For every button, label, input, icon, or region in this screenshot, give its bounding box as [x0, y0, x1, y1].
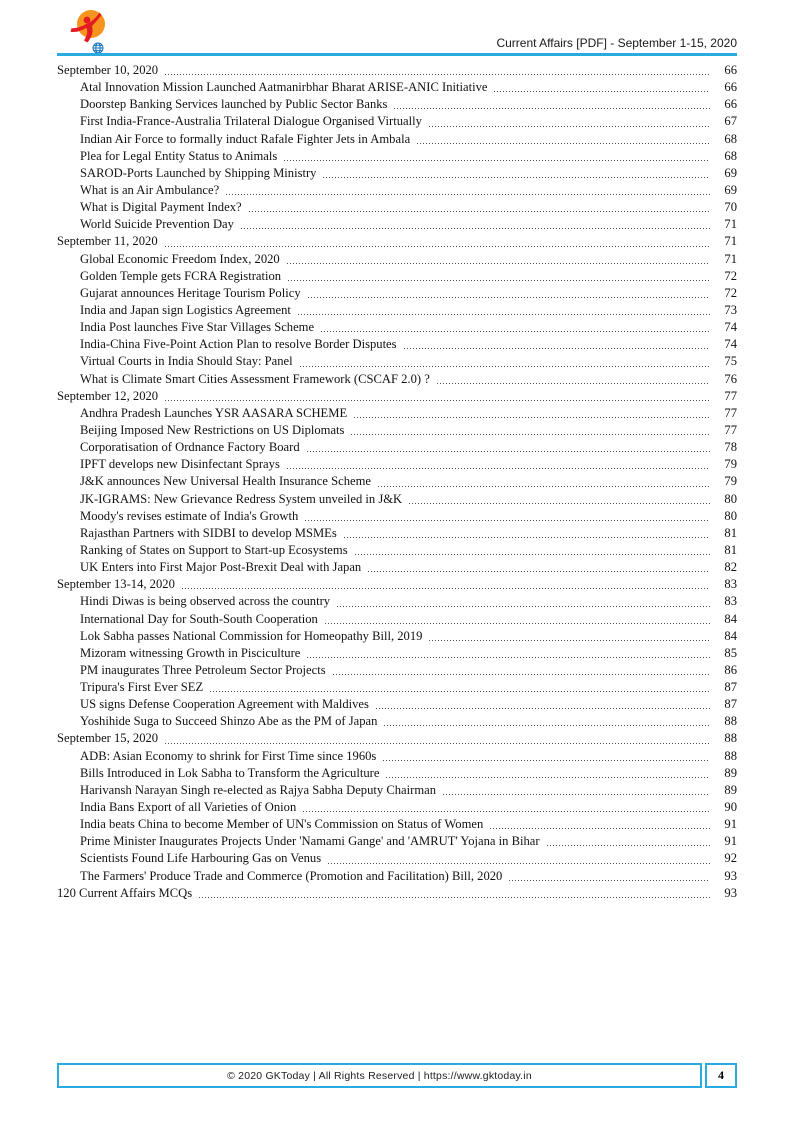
toc-entry-page-number: 83	[724, 594, 737, 609]
dot-leader	[165, 400, 710, 401]
toc-item-row[interactable]	[57, 353, 737, 370]
toc-entry-title: Virtual Courts in India Should Stay: Panel	[80, 354, 293, 369]
toc-item-row[interactable]	[57, 268, 737, 285]
toc-entry-page-number: 87	[724, 680, 737, 695]
toc-entry-page-number: 77	[724, 405, 737, 420]
toc-item-row[interactable]	[57, 765, 737, 782]
toc-item-row[interactable]	[57, 748, 737, 765]
toc-item-row[interactable]	[57, 182, 737, 199]
header-divider	[57, 53, 737, 56]
dot-leader	[284, 160, 710, 161]
toc-item-row[interactable]	[57, 713, 737, 730]
toc-entry-title: IPFT develops new Disinfectant Sprays	[80, 457, 280, 472]
toc-item-row[interactable]	[57, 405, 737, 422]
toc-entry-title: Lok Sabha passes National Commission for Homeopathy Bill, 2019	[80, 628, 423, 643]
toc-entry-page-number: 72	[724, 285, 737, 300]
toc-entry-page-number: 88	[724, 731, 737, 746]
toc-entry-page-number: 69	[724, 165, 737, 180]
toc-item-row[interactable]	[57, 165, 737, 182]
toc-section-row[interactable]	[57, 576, 737, 593]
toc-entry-page-number: 89	[724, 765, 737, 780]
dot-leader	[417, 143, 710, 144]
dot-leader	[249, 211, 710, 212]
dot-leader	[328, 863, 710, 864]
toc-entry-page-number: 68	[724, 148, 737, 163]
toc-section-row[interactable]	[57, 388, 737, 405]
toc-item-row[interactable]	[57, 782, 737, 799]
toc-entry-page-number: 93	[724, 885, 737, 900]
toc-item-row[interactable]	[57, 456, 737, 473]
dot-leader	[429, 640, 710, 641]
toc-entry-page-number: 87	[724, 697, 737, 712]
dot-leader	[300, 366, 710, 367]
toc-entry-page-number: 82	[724, 560, 737, 575]
toc-entry-page-number: 72	[724, 268, 737, 283]
toc-entry-page-number: 91	[724, 817, 737, 832]
dot-leader	[287, 468, 710, 469]
dot-leader	[351, 434, 710, 435]
toc-entry-page-number: 71	[724, 234, 737, 249]
dot-leader	[376, 708, 710, 709]
toc-entry-page-number: 73	[724, 302, 737, 317]
toc-entry-page-number: 91	[724, 834, 737, 849]
toc-entry-page-number: 77	[724, 388, 737, 403]
toc-entry-title: PM inaugurates Three Petroleum Sector Projects	[80, 662, 326, 677]
toc-entry-title: Gujarat announces Heritage Tourism Policy	[80, 285, 301, 300]
toc-entry-title: UK Enters into First Major Post-Brexit Deal with Japan	[80, 560, 362, 575]
toc-entry-page-number: 81	[724, 542, 737, 557]
toc-entry-title: ADB: Asian Economy to shrink for First Time since 1960s	[80, 748, 377, 763]
dot-leader	[490, 828, 710, 829]
toc-item-row[interactable]	[57, 611, 737, 628]
dot-leader	[288, 280, 710, 281]
toc-entry-title: Beijing Imposed New Restrictions on US Diplomats	[80, 422, 345, 437]
toc-entry-page-number: 81	[724, 525, 737, 540]
dot-leader	[325, 623, 710, 624]
dot-leader	[323, 177, 710, 178]
toc-item-row[interactable]	[57, 542, 737, 559]
toc-item-row[interactable]	[57, 799, 737, 816]
toc-entry-title: J&K announces New Universal Health Insurance Scheme	[80, 474, 371, 489]
toc-entry-title: What is an Air Ambulance?	[80, 182, 220, 197]
dot-leader	[303, 811, 710, 812]
toc-entry-page-number: 84	[724, 628, 737, 643]
dot-leader	[384, 725, 710, 726]
toc-entry-page-number: 85	[724, 645, 737, 660]
toc-entry-page-number: 67	[724, 114, 737, 129]
toc-entry-title: Corporatisation of Ordnance Factory Board	[80, 440, 300, 455]
toc-section-row[interactable]	[57, 62, 737, 79]
toc-entry-page-number: 68	[724, 131, 737, 146]
dot-leader	[307, 451, 710, 452]
dot-leader	[383, 760, 710, 761]
toc-section-row[interactable]	[57, 885, 737, 902]
toc-entry-title: Hindi Diwas is being observed across the country	[80, 594, 331, 609]
toc-entry-title: Rajasthan Partners with SIDBI to develop MSMEs	[80, 525, 337, 540]
table-of-contents	[57, 62, 737, 902]
dot-leader	[509, 880, 710, 881]
toc-entry-page-number: 79	[724, 474, 737, 489]
dot-leader	[344, 537, 710, 538]
toc-item-row[interactable]	[57, 508, 737, 525]
dot-leader	[241, 228, 710, 229]
toc-section-row[interactable]	[57, 730, 737, 747]
toc-entry-title: Scientists Found Life Harbouring Gas on Venus	[80, 851, 322, 866]
toc-item-row[interactable]	[57, 131, 737, 148]
toc-entry-page-number: 79	[724, 457, 737, 472]
dot-leader	[226, 194, 710, 195]
toc-entry-page-number: 89	[724, 782, 737, 797]
dot-leader	[305, 520, 710, 521]
dot-leader	[394, 108, 710, 109]
toc-entry-page-number: 71	[724, 251, 737, 266]
dot-leader	[386, 777, 710, 778]
dot-leader	[368, 571, 710, 572]
toc-entry-page-number: 88	[724, 748, 737, 763]
page-header	[57, 10, 737, 54]
toc-entry-page-number: 66	[724, 63, 737, 77]
toc-item-row[interactable]	[57, 371, 737, 388]
dot-leader	[429, 126, 710, 127]
toc-item-row[interactable]	[57, 96, 737, 113]
toc-item-row[interactable]	[57, 868, 737, 885]
toc-entry-title: Plea for Legal Entity Status to Animals	[80, 148, 278, 163]
toc-entry-title: Golden Temple gets FCRA Registration	[80, 268, 282, 283]
toc-entry-title: Global Economic Freedom Index, 2020	[80, 251, 280, 266]
toc-entry-page-number: 84	[724, 611, 737, 626]
toc-item-row[interactable]	[57, 216, 737, 233]
toc-entry-page-number: 83	[724, 577, 737, 592]
toc-entry-page-number: 75	[724, 354, 737, 369]
toc-entry-page-number: 66	[724, 80, 737, 95]
toc-item-row[interactable]	[57, 491, 737, 508]
toc-entry-page-number: 90	[724, 800, 737, 815]
toc-item-row[interactable]	[57, 696, 737, 713]
toc-item-row[interactable]	[57, 422, 737, 439]
toc-entry-title: India beats China to become Member of UN's Commission on Status of Women	[80, 817, 484, 832]
toc-item-row[interactable]	[57, 593, 737, 610]
toc-entry-title: Andhra Pradesh Launches YSR AASARA SCHEME	[80, 405, 348, 420]
dot-leader	[494, 91, 710, 92]
dot-leader	[354, 417, 710, 418]
toc-entry-page-number: 78	[724, 440, 737, 455]
toc-entry-title: Ranking of States on Support to Start-up Ecosystems	[80, 542, 348, 557]
toc-entry-page-number: 66	[724, 97, 737, 112]
dot-leader	[443, 794, 710, 795]
toc-item-row[interactable]	[57, 319, 737, 336]
dot-leader	[287, 263, 710, 264]
gktoday-logo-icon	[63, 8, 111, 54]
toc-entry-title: Yoshihide Suga to Succeed Shinzo Abe as the PM of Japan	[80, 714, 378, 729]
toc-entry-title: India and Japan sign Logistics Agreement	[80, 302, 291, 317]
page-number-box	[705, 1063, 737, 1088]
page-footer	[57, 1063, 737, 1088]
toc-entry-title: World Suicide Prevention Day	[80, 217, 234, 232]
toc-entry-page-number: 77	[724, 422, 737, 437]
toc-entry-page-number: 74	[724, 320, 737, 335]
dot-leader	[182, 588, 710, 589]
toc-item-row[interactable]	[57, 559, 737, 576]
toc-entry-title: India Post launches Five Star Villages Scheme	[80, 320, 315, 335]
document-title: Current Affairs [PDF] - September 1-15, 2020	[496, 36, 737, 50]
toc-entry-page-number: 74	[724, 337, 737, 352]
toc-entry-page-number: 86	[724, 662, 737, 677]
toc-entry-title: Moody's revises estimate of India's Growth	[80, 508, 299, 523]
dot-leader	[165, 246, 710, 247]
toc-item-row[interactable]	[57, 199, 737, 216]
dot-leader	[308, 297, 710, 298]
toc-item-row[interactable]	[57, 251, 737, 268]
toc-item-row[interactable]	[57, 679, 737, 696]
toc-item-row[interactable]	[57, 628, 737, 645]
toc-entry-title: Tripura's First Ever SEZ	[80, 680, 204, 695]
dot-leader	[307, 657, 710, 658]
dot-leader	[298, 314, 710, 315]
toc-entry-title: India-China Five-Point Action Plan to resolve Border Disputes	[80, 337, 397, 352]
toc-entry-title: Atal Innovation Mission Launched Aatmanirbhar Bharat ARISE-ANIC Initiative	[80, 80, 488, 95]
toc-entry-page-number: 70	[724, 200, 737, 215]
dot-leader	[337, 606, 710, 607]
dot-leader	[210, 691, 710, 692]
toc-item-row[interactable]	[57, 79, 737, 96]
toc-entry-title: First India-France-Australia Trilateral Dialogue Organised Virtually	[80, 114, 422, 129]
toc-entry-page-number: 69	[724, 182, 737, 197]
dot-leader	[199, 897, 710, 898]
toc-entry-title: International Day for South-South Cooperation	[80, 611, 318, 626]
toc-entry-title: What is Climate Smart Cities Assessment Framework (CSCAF 2.0) ?	[80, 371, 430, 386]
dot-leader	[355, 554, 710, 555]
toc-item-row[interactable]	[57, 833, 737, 850]
toc-item-row[interactable]	[57, 645, 737, 662]
footer-copyright: © 2020 GKToday | All Rights Reserved | https://www.gktoday.in	[57, 1063, 702, 1088]
toc-entry-title: Prime Minister Inaugurates Projects Under 'Namami Gange' and 'AMRUT' Yojana in Bihar	[80, 834, 540, 849]
toc-entry-title: Mizoram witnessing Growth in Pisciculture	[80, 645, 301, 660]
toc-entry-title: Harivansh Narayan Singh re-elected as Rajya Sabha Deputy Chairman	[80, 782, 437, 797]
toc-item-row[interactable]	[57, 816, 737, 833]
toc-entry-title: US signs Defense Cooperation Agreement with Maldives	[80, 697, 369, 712]
toc-item-row[interactable]	[57, 525, 737, 542]
dot-leader	[409, 503, 710, 504]
toc-item-row[interactable]	[57, 302, 737, 319]
toc-item-row[interactable]	[57, 148, 737, 165]
toc-entry-title: September 10, 2020	[57, 63, 159, 77]
toc-entry-page-number: 93	[724, 868, 737, 883]
dot-leader	[437, 383, 710, 384]
dot-leader	[165, 74, 710, 75]
toc-item-row[interactable]	[57, 439, 737, 456]
toc-entry-page-number: 88	[724, 714, 737, 729]
page-number: 4	[718, 1068, 724, 1082]
dot-leader	[321, 331, 710, 332]
toc-section-row[interactable]	[57, 233, 737, 250]
toc-item-row[interactable]	[57, 662, 737, 679]
toc-entry-page-number: 76	[724, 371, 737, 386]
toc-entry-page-number: 92	[724, 851, 737, 866]
dot-leader	[333, 674, 710, 675]
toc-entry-page-number: 80	[724, 508, 737, 523]
toc-entry-title: What is Digital Payment Index?	[80, 200, 242, 215]
dot-leader	[404, 348, 710, 349]
toc-entry-page-number: 80	[724, 491, 737, 506]
toc-item-row[interactable]	[57, 850, 737, 867]
toc-entry-title: SAROD-Ports Launched by Shipping Ministry	[80, 165, 317, 180]
toc-entry-title: Doorstep Banking Services launched by Public Sector Banks	[80, 97, 388, 112]
dot-leader	[165, 743, 710, 744]
toc-entry-title: 120 Current Affairs MCQs	[57, 885, 193, 900]
toc-entry-title: September 11, 2020	[57, 234, 158, 249]
toc-entry-page-number: 71	[724, 217, 737, 232]
toc-item-row[interactable]	[57, 336, 737, 353]
toc-entry-title: September 13-14, 2020	[57, 577, 175, 592]
toc-entry-title: Bills Introduced in Lok Sabha to Transform the Agriculture	[80, 765, 380, 780]
toc-entry-title: September 12, 2020	[57, 388, 159, 403]
toc-entry-title: The Farmers' Produce Trade and Commerce (Promotion and Facilitation) Bill, 2020	[80, 868, 503, 883]
toc-entry-title: Indian Air Force to formally induct Rafale Fighter Jets in Ambala	[80, 131, 411, 146]
dot-leader	[547, 845, 710, 846]
dot-leader	[378, 486, 710, 487]
toc-entry-title: India Bans Export of all Varieties of Onion	[80, 800, 297, 815]
toc-entry-title: JK-IGRAMS: New Grievance Redress System unveiled in J&K	[80, 491, 403, 506]
toc-entry-title: September 15, 2020	[57, 731, 159, 746]
toc-item-row[interactable]	[57, 285, 737, 302]
toc-item-row[interactable]	[57, 113, 737, 130]
toc-item-row[interactable]	[57, 473, 737, 490]
